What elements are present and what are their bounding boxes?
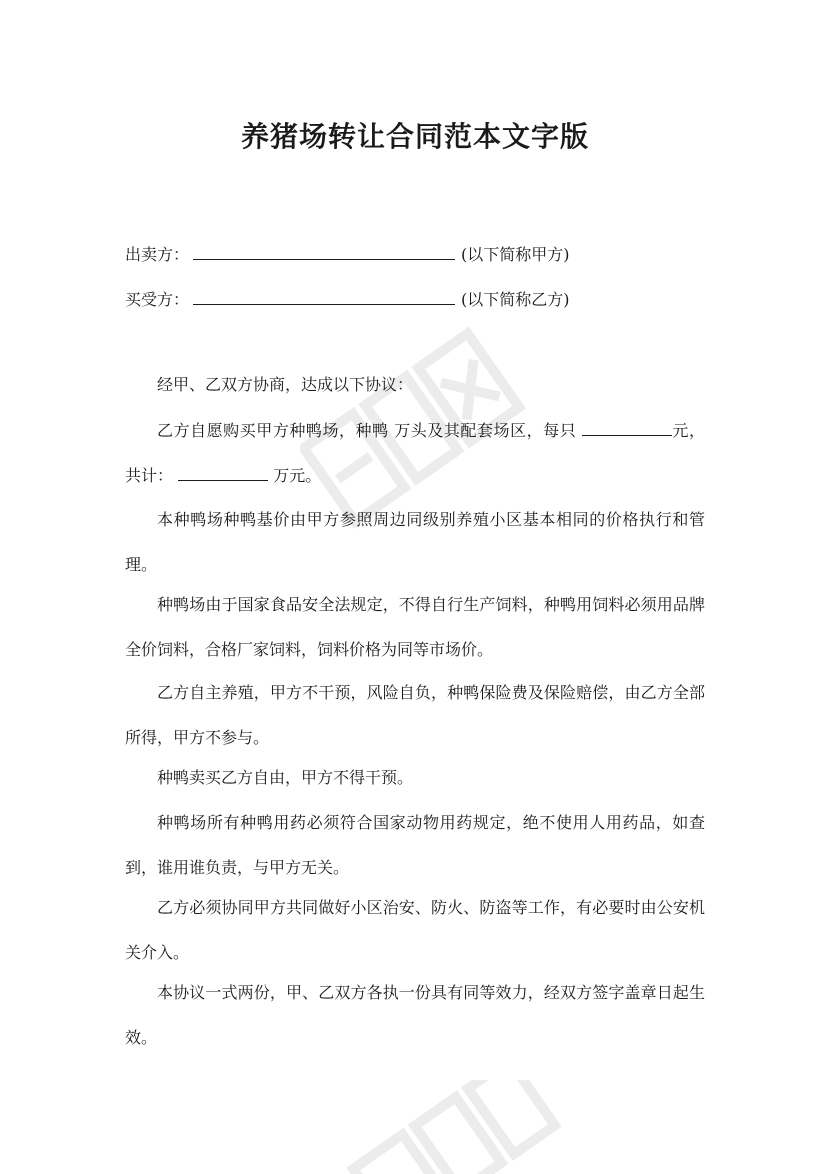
clause-price-part3: 万元。 <box>273 466 322 485</box>
clause-price-part2: 元，共计： <box>125 421 705 485</box>
seller-suffix: (以下简称甲方) <box>461 245 570 264</box>
buyer-line <box>125 287 570 310</box>
unit-price-blank <box>582 434 672 436</box>
seller-name-blank <box>193 258 455 260</box>
clause-effect: 本协议一式两份，甲、乙双方各执一份具有同等效力，经双方签字盖章日起生效。 <box>125 983 705 1047</box>
seller-line <box>125 242 570 265</box>
clause-trade-freedom: 种鸭卖买乙方自由，甲方不得干预。 <box>157 768 414 787</box>
buyer-suffix: (以下简称乙方) <box>461 290 570 309</box>
clause-feed: 种鸭场由于国家食品安全法规定，不得自行生产饲料，种鸭用饲料必须用品牌全价饲料，合格厂家饲料，饲料价格为同等市场价。 <box>125 595 705 659</box>
intro-paragraph: 经甲、乙双方协商，达成以下协议： <box>157 375 414 394</box>
buyer-name-blank <box>193 303 455 305</box>
clause-security: 乙方必须协同甲方共同做好小区治安、防火、防盗等工作，有必要时由公安机关介入。 <box>125 898 705 962</box>
clause-price-part1: 乙方自愿购买甲方种鸭场，种鸭 万头及其配套场区，每只 <box>157 421 577 440</box>
watermark-graphic-bottom <box>330 1080 570 1174</box>
total-price-blank <box>178 479 268 481</box>
buyer-label: 买受方： <box>125 290 190 309</box>
clause-self-breeding: 乙方自主养殖，甲方不干预，风险自负，种鸭保险费及保险赔偿，由乙方全部所得，甲方不参与。 <box>125 683 705 747</box>
document-title: 养猪场转让合同范本文字版 <box>240 120 589 153</box>
clause-price <box>125 408 705 498</box>
clause-medicine: 种鸭场所有种鸭用药必须符合国家动物用药规定，绝不使用人用药品，如查到，谁用谁负责，与甲方无关。 <box>125 813 705 877</box>
clause-base-price: 本种鸭场种鸭基价由甲方参照周边同级别养殖小区基本相同的价格执行和管理。 <box>125 510 705 574</box>
seller-label: 出卖方： <box>125 245 190 264</box>
